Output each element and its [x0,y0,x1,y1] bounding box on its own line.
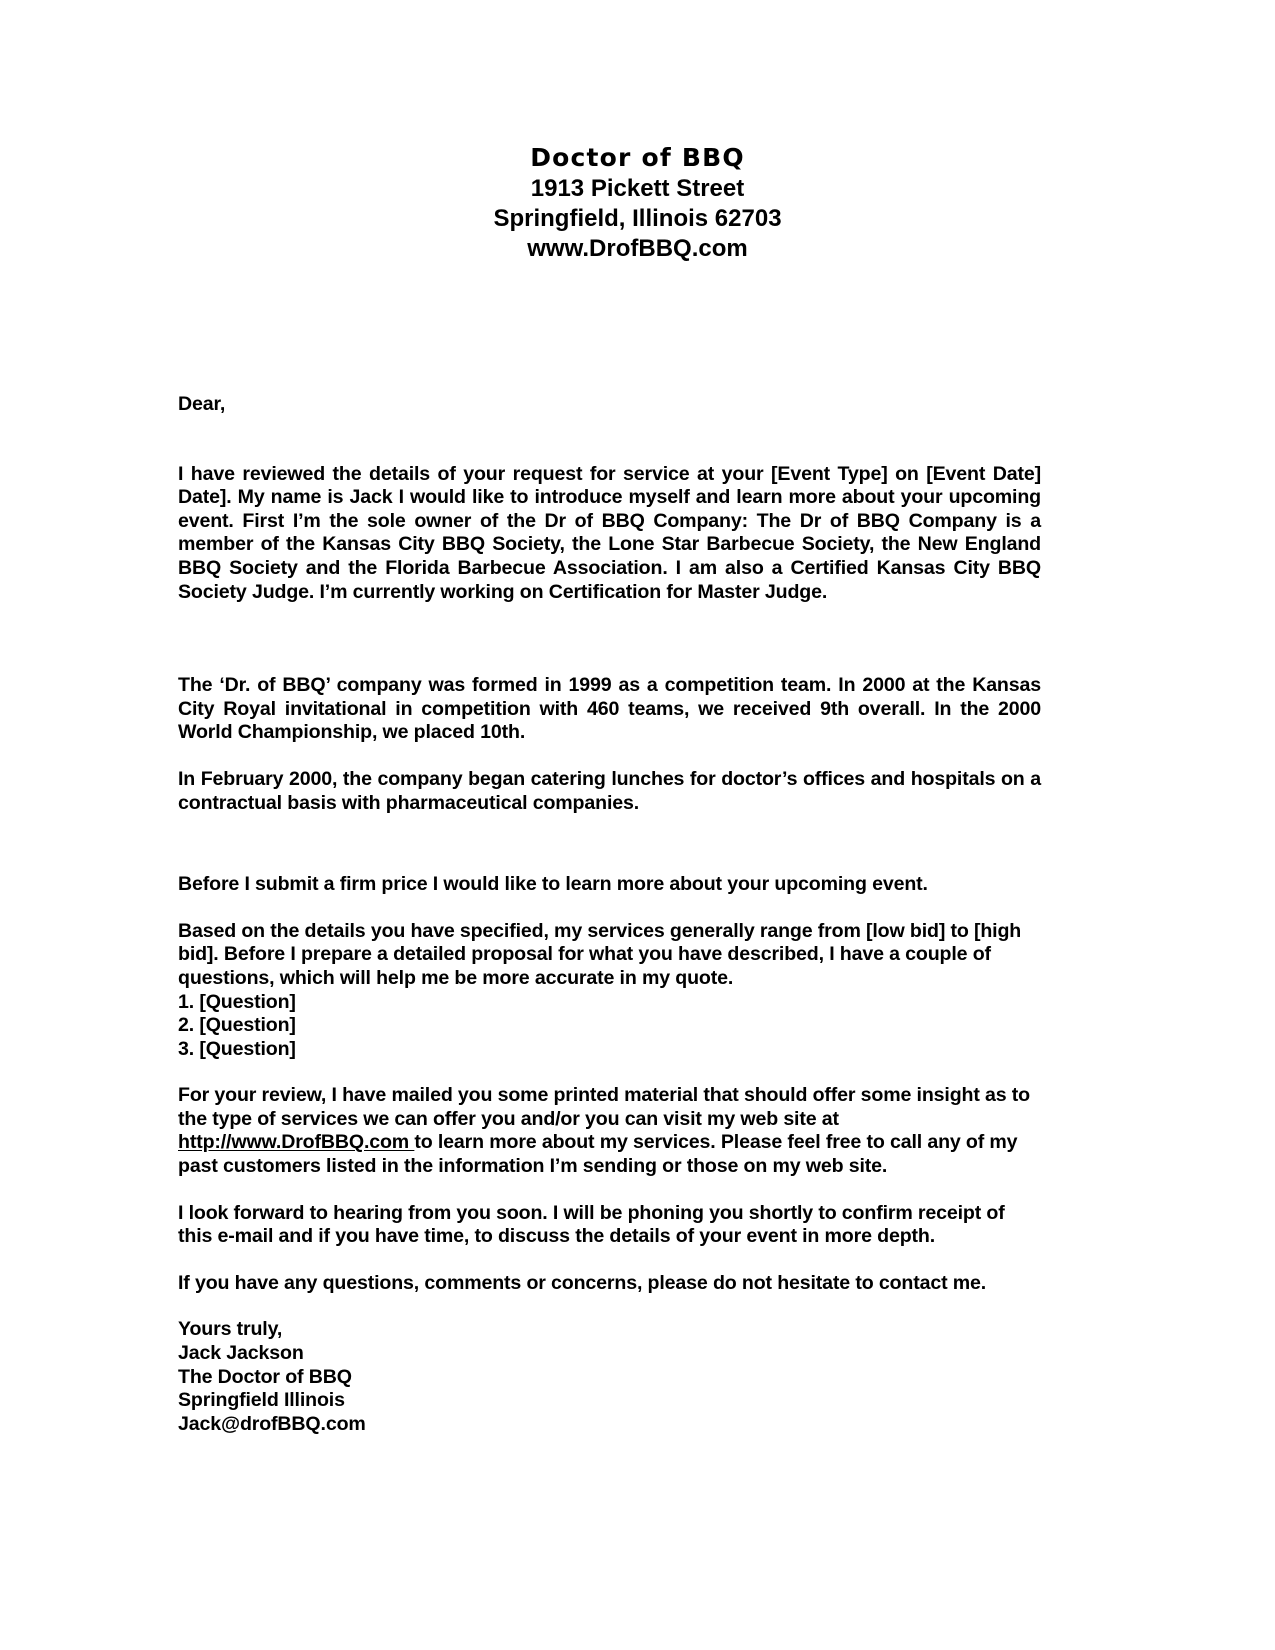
website-link[interactable]: http://www.DrofBBQ.com [178,1131,415,1154]
paragraph-printed-material [178,1084,1041,1178]
paragraph-questions-invite: If you have any questions, comments or concerns, please do not hesitate to contact me. [178,1271,987,1294]
signature-email[interactable]: Jack@drofBBQ.com [178,1412,366,1435]
paragraph-catering-start: In February 2000, the company began catering lunches for doctor’s offices and hospitals on a contractual basis with pharmaceutical companies. [178,767,1041,814]
paragraph-company-history: The ‘Dr. of BBQ’ company was formed in 1999 as a competition team. In 2000 at the Kansas City Royal invitational in competition with 460 teams, we received 9th overall. In the 2000 World Championship, we placed 10th. [178,674,1041,744]
spacer [178,815,1041,873]
spacer [178,1061,1041,1084]
spacer [178,897,1041,920]
signature-name: Jack Jackson [178,1342,304,1365]
paragraph-pricing-range: Based on the details you have specified, my services generally range from [low bid] to [high bid]. Before I prepare a detailed proposal for what you have described, I have a couple of questions, which will help me be more accurate in my quote. [178,919,1022,989]
paragraph-follow-up: I look forward to hearing from you soon. I will be phoning you shortly to confirm receipt of this e-mail and if you have time, to discuss the details of your event in more depth. [178,1201,1005,1248]
question-item-3: 3. [Question] [178,1037,296,1060]
spacer [178,1249,1041,1272]
letterhead-city-state-zip: Springfield, Illinois 62703 [493,205,782,232]
spacer [178,1179,1041,1202]
letter-body [178,393,1041,1436]
letterhead-street: 1913 Pickett Street [530,175,745,202]
signature-title: The Doctor of BBQ [178,1365,352,1388]
spacer [178,1295,1041,1318]
question-item-2: 2. [Question] [178,1014,296,1037]
letterhead [0,142,1275,264]
signature-closing: Yours truly, [178,1318,283,1341]
spacer [178,745,1041,768]
letterhead-company-name: Doctor of BBQ [530,143,745,172]
signature-block [178,1318,1041,1436]
spacer [178,417,1041,463]
letterhead-website: www.DrofBBQ.com [527,235,748,262]
signature-location: Springfield Illinois [178,1389,345,1412]
paragraph-printed-material-text-before-link: For your review, I have mailed you some printed material that should offer some insight as to the type of services we can offer you and/or you can visit my web site at [178,1084,1030,1130]
question-item-1: 1. [Question] [178,990,296,1013]
spacer [178,604,1041,674]
paragraph-introduction: I have reviewed the details of your request for service at your [Event Type] on [Event Date] Date]. My name is Jack I would like to introduce myself and learn more about your upcoming event. First I’m the sole owner of the Dr of BBQ Company: The Dr of BBQ Company is a member of the Kansas City BBQ Society, the Lone Star Barbecue Society, the New England BBQ Society and the Florida Barbecue Association. I am also a Certified Kansas City BBQ Society Judge. I’m currently working on Certification for Master Judge. [178,462,1041,603]
paragraph-printed-material-text-after-link: to learn more about my services. Please feel free to call any of my past customers listed in the information I’m sending or those on my web site. [178,1131,1018,1178]
salutation: Dear, [178,393,226,415]
paragraph-before-price: Before I submit a firm price I would like to learn more about your upcoming event. [178,873,928,896]
